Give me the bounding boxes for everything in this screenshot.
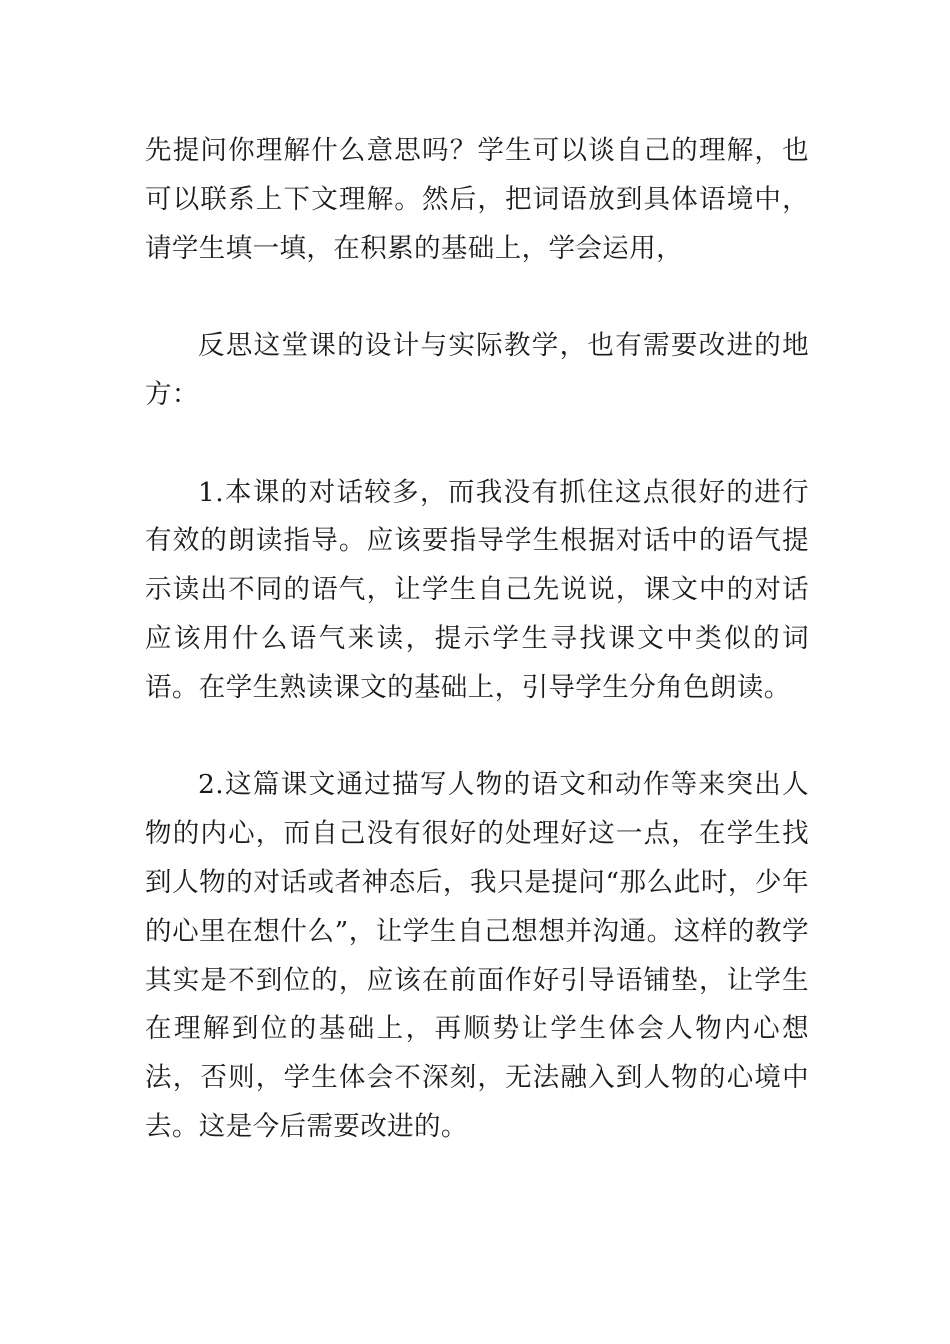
paragraph-continuation: 先提问你理解什么意思吗？学生可以谈自己的理解，也可以联系上下文理解。然后，把词语放到具体语境中，请学生填一填，在积累的基础上，学会运用， <box>145 135 809 264</box>
document-body <box>145 127 809 1152</box>
paragraph-point-2: 2.这篇课文通过描写人物的语文和动作等来突出人物的内心，而自己没有很好的处理好这一点，在学生找到人物的对话或者神态后，我只是提问“那么此时，少年的心里在想什么”，让学生自己想想并沟通。这样的教学其实是不到位的，应该在前面作好引导语铺垫，让学生在理解到位的基础上，再顺势让学生体会人物内心想法，否则，学生体会不深刻，无法融入到人物的心境中去。这是今后需要改进的。 <box>145 769 809 1142</box>
paragraph-reflection-intro: 反思这堂课的设计与实际教学，也有需要改进的地方： <box>145 330 809 410</box>
paragraph-point-1: 1.本课的对话较多，而我没有抓住这点很好的进行有效的朗读指导。应该要指导学生根据对话中的语气提示读出不同的语气，让学生自己先说说，课文中的对话应该用什么语气来读，提示学生寻找课文中类似的词语。在学生熟读课文的基础上，引导学生分角色朗读。 <box>145 476 809 703</box>
